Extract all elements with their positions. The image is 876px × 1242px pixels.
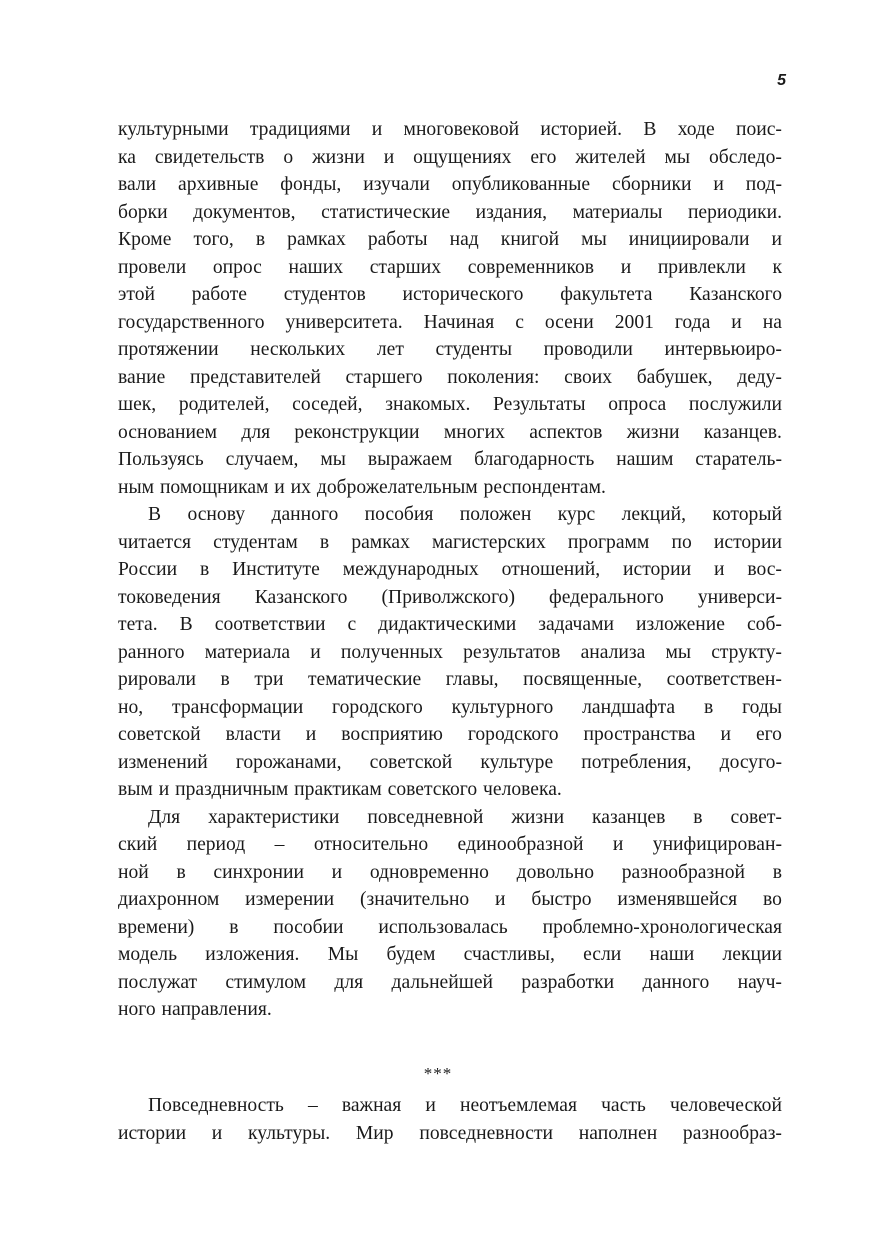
text-line: модель изложения. Мы будем счастливы, если наши лекции [118, 944, 782, 965]
text-line: этой работе студентов исторического факультета Казанского [118, 284, 782, 305]
text-line: послужат стимулом для дальнейшей разработки данного науч- [118, 971, 782, 993]
paragraph-closing [118, 1092, 782, 1147]
main-text [118, 116, 782, 1024]
text-line: диахронном измерении (значительно и быстро изменявшейся во [118, 889, 782, 910]
text-line: вым и праздничным практикам советского человека. [118, 779, 562, 800]
text-line: государственного университета. Начиная с осени 2001 года и на [118, 311, 782, 333]
text-line: ранного материала и полученных результатов анализа мы структу- [118, 641, 782, 663]
text-line: ным помощникам и их доброжелательным респондентам. [118, 476, 606, 498]
closing-text [118, 1092, 782, 1147]
text-line: тета. В соответствии с дидактическими задачами изложение соб- [118, 614, 782, 635]
text-line: ной в синхронии и одновременно довольно разнообразной в [118, 861, 782, 883]
text-line: Повседневность – важная и неотъемлемая часть человеческой [148, 1095, 782, 1116]
text-line: времени) в пособии использовалась проблемно-хронологическая [118, 916, 782, 938]
text-line: изменений горожанами, советской культуре потребления, досуго- [118, 751, 782, 773]
text-line: истории и культуры. Мир повседневности наполнен разнообраз- [118, 1122, 782, 1144]
text-line: читается студентам в рамках магистерских программ по истории [118, 531, 782, 553]
page-number: 5 [777, 72, 786, 89]
text-line: провели опрос наших старших современников и привлекли к [118, 256, 782, 278]
text-line: Для характеристики повседневной жизни казанцев в совет- [148, 806, 782, 828]
text-line: борки документов, статистические издания, материалы периодики. [118, 201, 782, 223]
text-line: Пользуясь случаем, мы выражаем благодарность нашим старатель- [118, 449, 782, 470]
text-line: советской власти и восприятию городского пространства и его [118, 724, 782, 745]
text-line: Кроме того, в рамках работы над книгой мы инициировали и [118, 229, 782, 250]
text-line: вали архивные фонды, изучали опубликованные сборники и под- [118, 174, 782, 195]
text-line: ский период – относительно единообразной и унифицирован- [118, 834, 782, 855]
paragraph-1 [118, 116, 782, 501]
text-line: России в Институте международных отношений, истории и вос- [118, 559, 782, 580]
text-line: ного направления. [118, 999, 272, 1020]
section-separator: *** [423, 1064, 453, 1083]
paragraph-2 [118, 501, 782, 804]
text-line: рировали в три тематические главы, посвященные, соответствен- [118, 669, 782, 690]
text-line: шек, родителей, соседей, знакомых. Результаты опроса послужили [118, 394, 782, 415]
text-line: В основу данного пособия положен курс лекций, который [148, 504, 782, 525]
text-line: ка свидетельств о жизни и ощущениях его жителей мы обследо- [118, 146, 782, 168]
text-line: протяжении нескольких лет студенты проводили интервьюиро- [118, 339, 782, 360]
text-line: вание представителей старшего поколения: своих бабушек, деду- [118, 366, 782, 388]
text-line: культурными традициями и многовековой историей. В ходе поис- [118, 119, 782, 140]
text-line: токоведения Казанского (Приволжского) федерального универси- [118, 586, 782, 608]
paragraph-3 [118, 804, 782, 1024]
text-line: но, трансформации городского культурного ландшафта в годы [118, 696, 782, 718]
text-line: основанием для реконструкции многих аспектов жизни казанцев. [118, 421, 782, 443]
